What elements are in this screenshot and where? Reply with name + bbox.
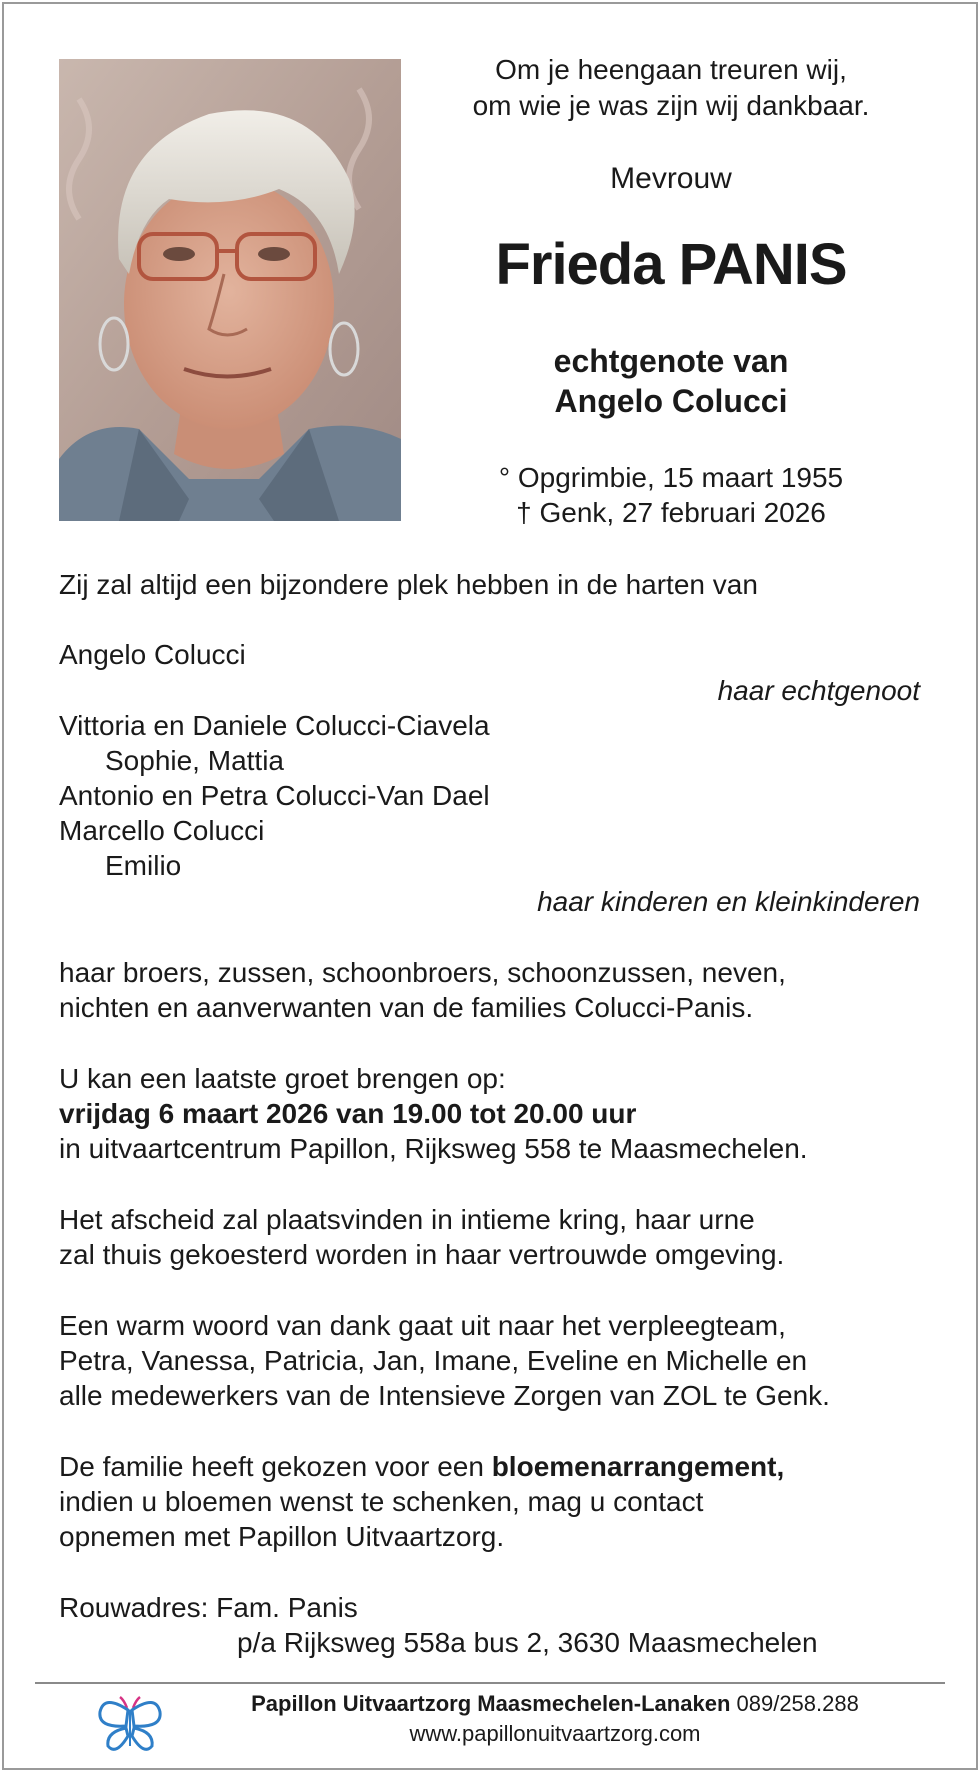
- children-role: haar kinderen en kleinkinderen: [537, 886, 920, 917]
- butterfly-logo-icon: [94, 1688, 166, 1756]
- visit-location: in uitvaartcentrum Papillon, Rijksweg 558 te Maasmechelen.: [59, 1133, 808, 1164]
- birth-info: ° Opgrimbie, 15 maart 1955: [498, 462, 844, 493]
- flowers-text: De familie heeft gekozen voor een: [59, 1451, 492, 1482]
- spouse-name: Angelo Colucci: [59, 639, 246, 670]
- family-line: Sophie, Mattia: [105, 745, 284, 776]
- family-line: Vittoria en Daniele Colucci-Ciavela: [59, 710, 490, 741]
- visit-intro: U kan een laatste groet brengen op:: [59, 1063, 506, 1094]
- thanks-line-1: Een warm woord van dank gaat uit naar het verpleegteam,: [59, 1310, 786, 1341]
- relatives-line-1: haar broers, zussen, schoonbroers, schoonzussen, neven,: [59, 957, 786, 988]
- farewell-line-1: Het afscheid zal plaatsvinden in intieme kring, haar urne: [59, 1204, 755, 1235]
- quote-line-1: Om je heengaan treuren wij,: [495, 54, 847, 85]
- flowers-line-2: indien u bloemen wenst te schenken, mag u contact: [59, 1486, 704, 1517]
- spouse-role: haar echtgenoot: [717, 675, 920, 706]
- deceased-name: Frieda PANIS: [495, 232, 847, 297]
- flowers-line-3: opnemen met Papillon Uitvaartzorg.: [59, 1521, 505, 1552]
- thanks-line-3: alle medewerkers van de Intensieve Zorgen van ZOL te Genk.: [59, 1380, 830, 1411]
- mourning-address: p/a Rijksweg 558a bus 2, 3630 Maasmechelen: [237, 1627, 818, 1658]
- intro-text: Zij zal altijd een bijzondere plek hebben in de harten van: [59, 569, 758, 600]
- salutation: Mevrouw: [610, 162, 732, 195]
- relation-line-1: echtgenote van: [553, 343, 789, 379]
- family-line: Marcello Colucci: [59, 815, 265, 846]
- footer-divider: [35, 1682, 945, 1684]
- death-info: † Genk, 27 februari 2026: [516, 497, 826, 528]
- family-line: Antonio en Petra Colucci-Van Dael: [59, 780, 490, 811]
- relatives-line-2: nichten en aanverwanten van de families Colucci-Panis.: [59, 992, 754, 1023]
- portrait-photo: [59, 59, 401, 521]
- relation-line-2: Angelo Colucci: [554, 383, 788, 419]
- thanks-line-2: Petra, Vanessa, Patricia, Jan, Imane, Eveline en Michelle en: [59, 1345, 808, 1376]
- quote-line-2: om wie je was zijn wij dankbaar.: [472, 90, 870, 121]
- farewell-line-2: zal thuis gekoesterd worden in haar vertrouwde omgeving.: [59, 1239, 785, 1270]
- footer-company: Papillon Uitvaartzorg Maasmechelen-Lanaken: [251, 1691, 731, 1716]
- visit-datetime: vrijdag 6 maart 2026 van 19.00 tot 20.00 uur: [59, 1098, 637, 1129]
- flowers-line-1: [59, 1449, 784, 1484]
- flowers-emphasis: bloemenarrangement,: [491, 1451, 785, 1482]
- family-line: Emilio: [105, 850, 182, 881]
- mourning-address-label: Rouwadres: Fam. Panis: [59, 1592, 358, 1623]
- footer-website[interactable]: www.papillonuitvaartzorg.com: [409, 1721, 701, 1746]
- footer-phone: 089/258.288: [730, 1691, 859, 1716]
- footer-company-line: [180, 1690, 930, 1718]
